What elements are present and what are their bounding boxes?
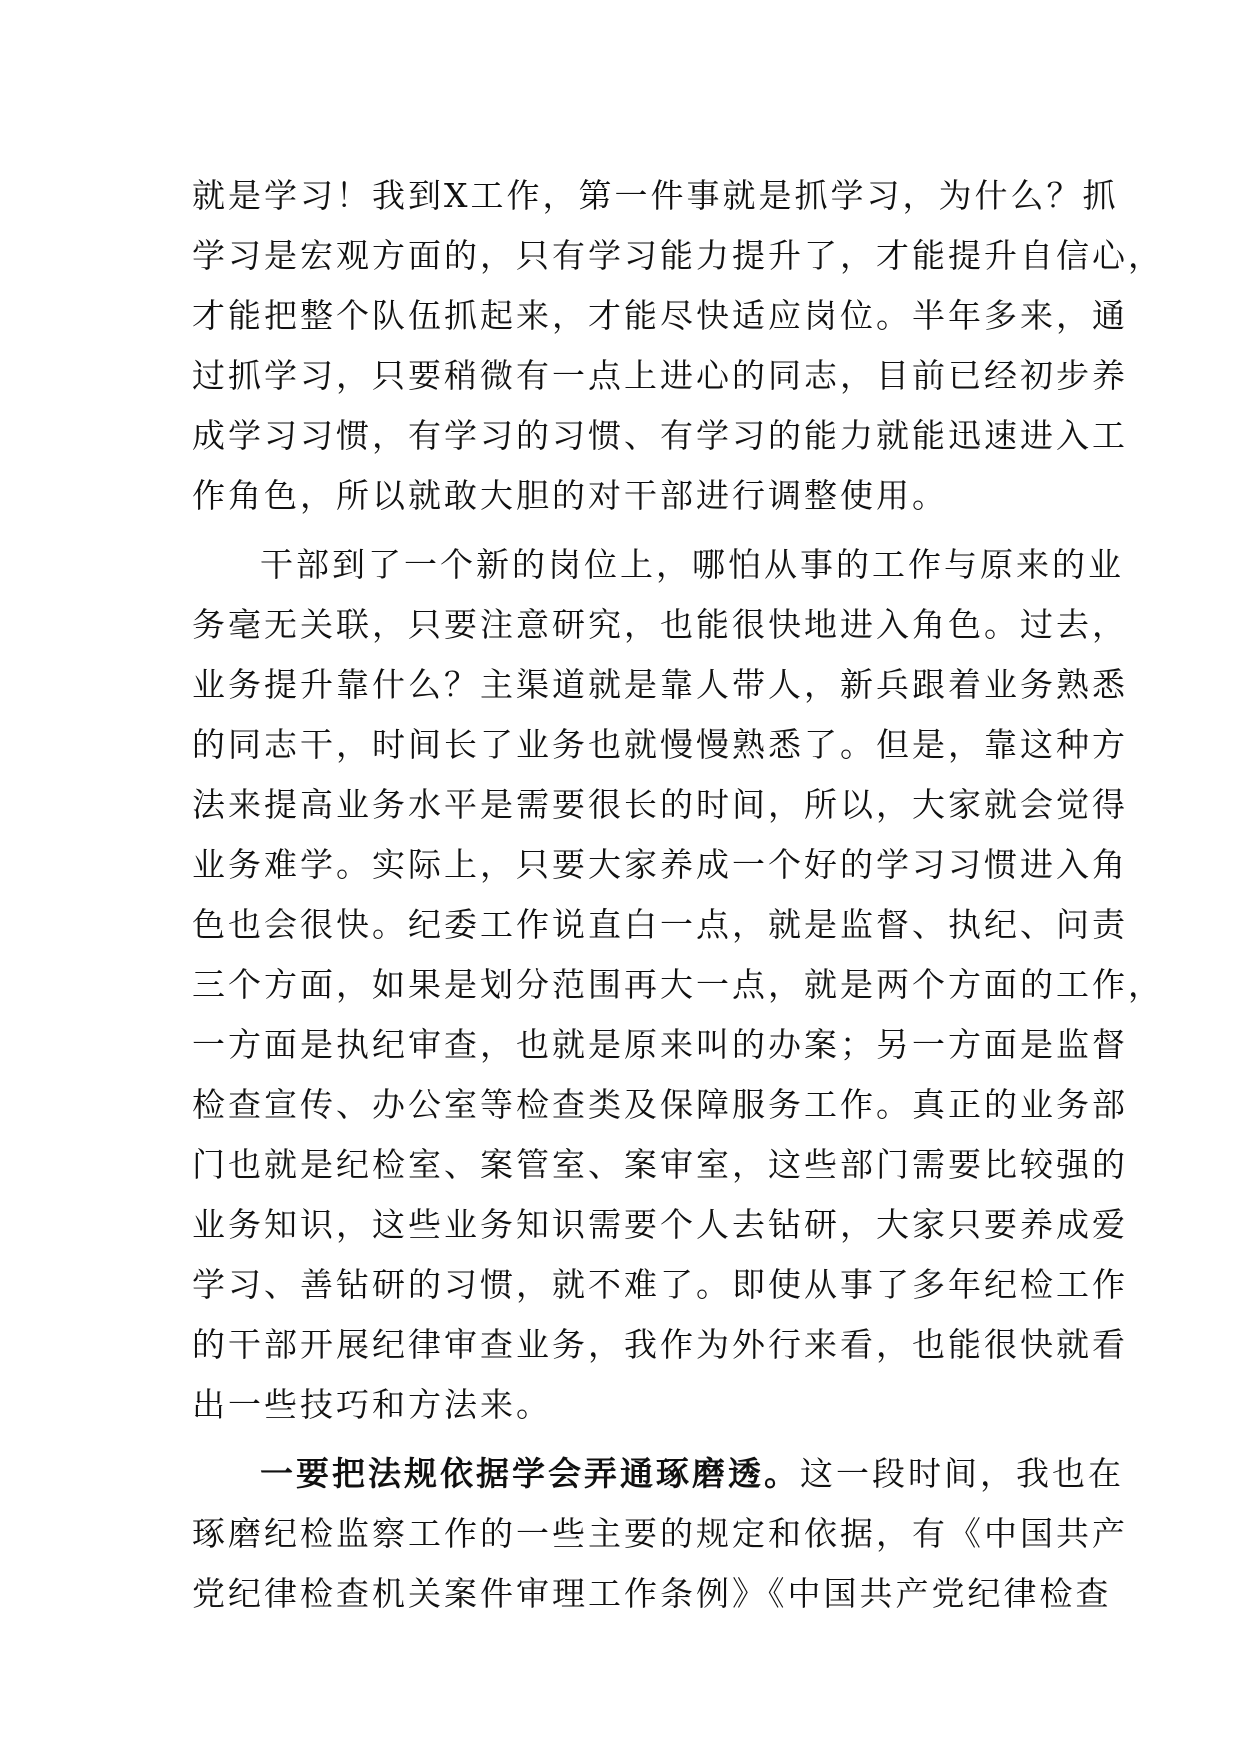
heading-line-rest: 这一段时间，我也在: [800, 1454, 1124, 1493]
paragraph-3: [192, 1444, 1128, 1624]
text-line: 学习是宏观方面的，只有学习能力提升了，才能提升自信心，: [192, 236, 1164, 275]
section-heading: 一要把法规依据学会弄通琢磨透。: [260, 1454, 800, 1493]
text-line: 业务知识，这些业务知识需要个人去钻研，大家只要养成爱: [192, 1205, 1128, 1244]
text-line: 琢磨纪检监察工作的一些主要的规定和依据，有《中国共产: [192, 1514, 1128, 1553]
paragraph-gap: [192, 1435, 1052, 1444]
text-line: 学习、善钻研的习惯，就不难了。即使从事了多年纪检工作: [192, 1265, 1128, 1304]
text-line: 党纪律检查机关案件审理工作条例》《中国共产党纪律检查: [192, 1574, 1112, 1613]
text-line: 门也就是纪检室、案管室、案审室，这些部门需要比较强的: [192, 1145, 1128, 1184]
text-line: 过抓学习，只要稍微有一点上进心的同志，目前已经初步养: [192, 356, 1128, 395]
text-line: 的同志干，时间长了业务也就慢慢熟悉了。但是，靠这种方: [192, 725, 1128, 764]
text-line: 就是学习！我到X工作，第一件事就是抓学习，为什么？抓: [192, 176, 1119, 215]
text-line: [192, 1444, 1124, 1504]
text-line: 一方面是执纪审查，也就是原来叫的办案；另一方面是监督: [192, 1025, 1128, 1064]
text-line: 的干部开展纪律审查业务，我作为外行来看，也能很快就看: [192, 1325, 1128, 1364]
text-line: 业务提升靠什么？主渠道就是靠人带人，新兵跟着业务熟悉: [192, 665, 1128, 704]
paragraph-gap: [192, 526, 1052, 535]
text-line: 作角色，所以就敢大胆的对干部进行调整使用。: [192, 476, 948, 515]
text-line: 法来提高业务水平是需要很长的时间，所以，大家就会觉得: [192, 785, 1128, 824]
text-line: 务毫无关联，只要注意研究，也能很快地进入角色。过去，: [192, 605, 1128, 644]
text-line: 出一些技巧和方法来。: [192, 1385, 552, 1424]
paragraph-2: [192, 535, 1164, 1435]
paragraph-1: [192, 166, 1164, 526]
text-line: 才能把整个队伍抓起来，才能尽快适应岗位。半年多来，通: [192, 296, 1128, 335]
text-line: 检查宣传、办公室等检查类及保障服务工作。真正的业务部: [192, 1085, 1128, 1124]
document-body: [192, 166, 1164, 1624]
text-line: 业务难学。实际上，只要大家养成一个好的学习习惯进入角: [192, 845, 1128, 884]
text-line: 成学习习惯，有学习的习惯、有学习的能力就能迅速进入工: [192, 416, 1128, 455]
text-line: 三个方面，如果是划分范围再大一点，就是两个方面的工作，: [192, 965, 1164, 1004]
text-line: 色也会很快。纪委工作说直白一点，就是监督、执纪、问责: [192, 905, 1128, 944]
text-line: 干部到了一个新的岗位上，哪怕从事的工作与原来的业: [260, 545, 1124, 584]
